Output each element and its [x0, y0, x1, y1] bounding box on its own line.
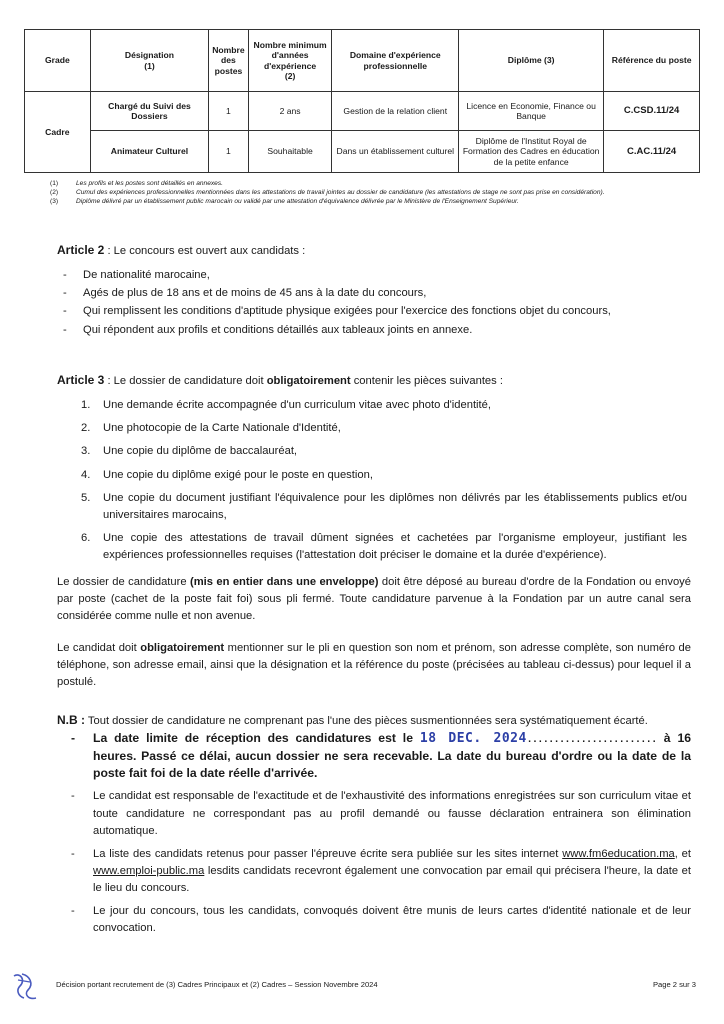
header-postes: Nombre des postes	[209, 30, 248, 92]
reference-cell: C.AC.11/24	[604, 131, 700, 173]
jobs-table	[24, 29, 700, 173]
list-item	[77, 420, 687, 437]
footnote-text: Cumul des expériences professionnelles mentionnées dans les attestations de travail jointes au dossier de candidature (les attestations de stage ne sont pas prise en considération).	[76, 188, 605, 196]
page-footer	[56, 980, 696, 989]
article-3-intro-b: contenir les pièces suivantes :	[350, 375, 503, 387]
deadline-text: La date limite de réception des candidatures est le	[93, 731, 413, 746]
deadline-dots: ........................	[526, 735, 657, 746]
experience-cell: Souhaitable	[248, 131, 332, 173]
fm6education-link[interactable]: www.fm6education.ma	[562, 847, 675, 860]
article-3-title: Article 3	[57, 373, 105, 387]
para-text: Le dossier de candidature	[57, 576, 190, 588]
article-3-intro-bold: obligatoirement	[266, 375, 351, 387]
paragraph-submission	[57, 574, 691, 625]
footnote-key: (3)	[50, 197, 59, 205]
item-number: 1.	[81, 399, 91, 412]
designation-cell: Chargé du Suivi des Dossiers	[90, 92, 208, 131]
list-item	[57, 846, 691, 897]
footer-title: Décision portant recrutement de (3) Cadres Principaux et (2) Cadres – Session Novembre 2024	[56, 980, 378, 989]
date-stamp	[420, 731, 657, 746]
nb-section	[57, 711, 691, 939]
para-bold: (mis en entier dans une enveloppe)	[189, 576, 379, 588]
list-item: - Qui remplissent les conditions d'aptitude physique exigées pour l'exercice des fonctions objet du concours,	[57, 303, 687, 320]
footnote	[50, 180, 705, 189]
item-number: 4.	[81, 468, 91, 481]
item-number: 2.	[81, 422, 91, 435]
list-item: - De nationalité marocaine,	[57, 267, 687, 284]
foundation-logo-icon	[10, 970, 40, 1002]
diplome-cell: Diplôme de l'Institut Royal de Formation des Cadres en éducation de la petite enfance	[459, 131, 604, 173]
item-text: Une copie du document justifiant l'équivalence pour les diplômes non délivrés par les établissements publics et/ou universitaires marocains,	[103, 491, 687, 521]
emploi-public-link[interactable]: www.emploi-public.ma	[93, 865, 205, 878]
list-item: - Agés de plus de 18 ans et de moins de 45 ans à la date du concours,	[57, 285, 687, 302]
nb-label: N.B :	[57, 713, 85, 727]
header-designation: Désignation (1)	[90, 30, 208, 92]
item-number: 5.	[81, 491, 91, 504]
nb-text: Tout dossier de candidature ne comprenant pas l'une des pièces susmentionnées sera systématiquement écarté.	[85, 715, 648, 727]
article-2	[57, 241, 687, 340]
nb-deadline	[57, 730, 691, 782]
list-item	[77, 530, 687, 564]
reference-cell: C.CSD.11/24	[604, 92, 700, 131]
paragraph-envelope	[57, 640, 691, 691]
list-item	[77, 397, 687, 414]
para-text: Le candidat doit	[57, 642, 141, 654]
footnote	[50, 189, 705, 198]
footnote-text: Les profils et les postes sont détaillés en annexes.	[76, 180, 223, 187]
header-experience: Nombre minimum d'années d'expérience (2)	[248, 30, 332, 92]
footnote	[50, 198, 705, 207]
header-reference: Référence du poste	[604, 30, 700, 92]
list-item: - Le candidat est responsable de l'exactitude et de l'exhaustivité des informations enregistrées sur son curriculum vitae et toute candidature ne correspondant pas au profil demandé ou fausse déclaration entrainera son élimination automatique.	[57, 788, 691, 839]
header-diplome: Diplôme (3)	[459, 30, 604, 92]
item-text: lesdits candidats recevront également une convocation par email qui précisera l'heure, la date et le lieu du concours.	[93, 865, 691, 895]
nb-list	[57, 730, 691, 937]
article-2-list	[57, 267, 687, 339]
article-3-intro-a: : Le dossier de candidature doit	[104, 375, 267, 387]
header-grade: Grade	[25, 30, 91, 92]
item-text: , et	[674, 847, 692, 860]
footnote-text: Diplôme délivré par un établissement public marocain ou validé par une attestation d'équivalence délivrée par le Ministère de l'Enseignement Supérieur.	[76, 197, 519, 205]
table-footnotes	[50, 180, 705, 207]
header-domaine: Domaine d'expérience professionnelle	[332, 30, 459, 92]
item-number: 6.	[81, 531, 91, 544]
postes-cell: 1	[209, 131, 248, 173]
footnote-key: (2)	[50, 188, 59, 196]
designation-cell: Animateur Culturel	[90, 131, 208, 173]
para-text: mentionner sur le pli en question son nom et prénom, son adresse complète, son numéro de téléphone, son adresse email, ainsi que la désignation et la référence du poste (précisées au tableau ci-dessus) pour lequel il a postulé.	[57, 642, 691, 689]
grade-cell: Cadre	[25, 92, 91, 173]
para-bold: obligatoirement	[140, 642, 225, 654]
para-text: doit être déposé au bureau d'ordre de la Fondation ou envoyé par poste (cachet de la poste fait foi) sous pli fermé. Toute candidature parvenue à la Fondation par un autre canal sera considérée comme nulle et non avenue.	[57, 576, 691, 623]
item-text: Une demande écrite accompagnée d'un curriculum vitae avec photo d'identité,	[103, 399, 491, 412]
article-2-intro: : Le concours est ouvert aux candidats :	[104, 245, 306, 257]
page-number: Page 2 sur 3	[652, 980, 696, 989]
table-header-row	[25, 30, 700, 92]
article-3	[57, 371, 687, 564]
postes-cell: 1	[209, 92, 248, 131]
article-3-heading	[57, 371, 687, 390]
list-item: - Qui répondent aux profils et conditions détaillés aux tableaux joints en annexe.	[57, 322, 687, 339]
item-number: 3.	[81, 445, 91, 458]
article-3-list	[77, 397, 687, 564]
nb-intro	[57, 711, 691, 730]
article-2-heading	[57, 241, 687, 260]
item-text: La liste des candidats retenus pour passer l'épreuve écrite sera publiée sur les sites internet	[93, 847, 563, 860]
list-item: - Le jour du concours, tous les candidats, convoqués doivent être munis de leurs cartes d'identité nationale et de leur convocation.	[57, 903, 691, 937]
experience-cell: 2 ans	[248, 92, 332, 131]
list-item	[77, 467, 687, 484]
domaine-cell: Gestion de la relation client	[332, 92, 459, 131]
footnote-key: (1)	[50, 180, 59, 187]
item-text: Une copie des attestations de travail dûment signées et cachetées par l'organisme employeur, justifiant les expériences professionnelles requises (l'attestation doit préciser le domaine et la durée d'expérience).	[103, 531, 687, 562]
table-row	[25, 92, 700, 131]
list-item	[77, 443, 687, 460]
domaine-cell: Dans un établissement culturel	[332, 131, 459, 173]
date-stamp-text: 18 DEC. 2024	[419, 731, 527, 747]
deadline-text: à 16 heures. Passé ce délai, aucun dossier ne sera recevable. La date du bureau d'ordre ou la date de la poste fait foi de la date réelle d'arrivée.	[93, 731, 692, 781]
table-row	[25, 131, 700, 173]
item-text: Une copie du diplôme de baccalauréat,	[103, 445, 298, 458]
diplome-cell: Licence en Economie, Finance ou Banque	[459, 92, 604, 131]
article-2-title: Article 2	[57, 243, 105, 257]
list-item	[77, 490, 687, 524]
item-text: Une photocopie de la Carte Nationale d'Identité,	[103, 422, 341, 435]
item-text: Une copie du diplôme exigé pour le poste en question,	[103, 468, 373, 481]
